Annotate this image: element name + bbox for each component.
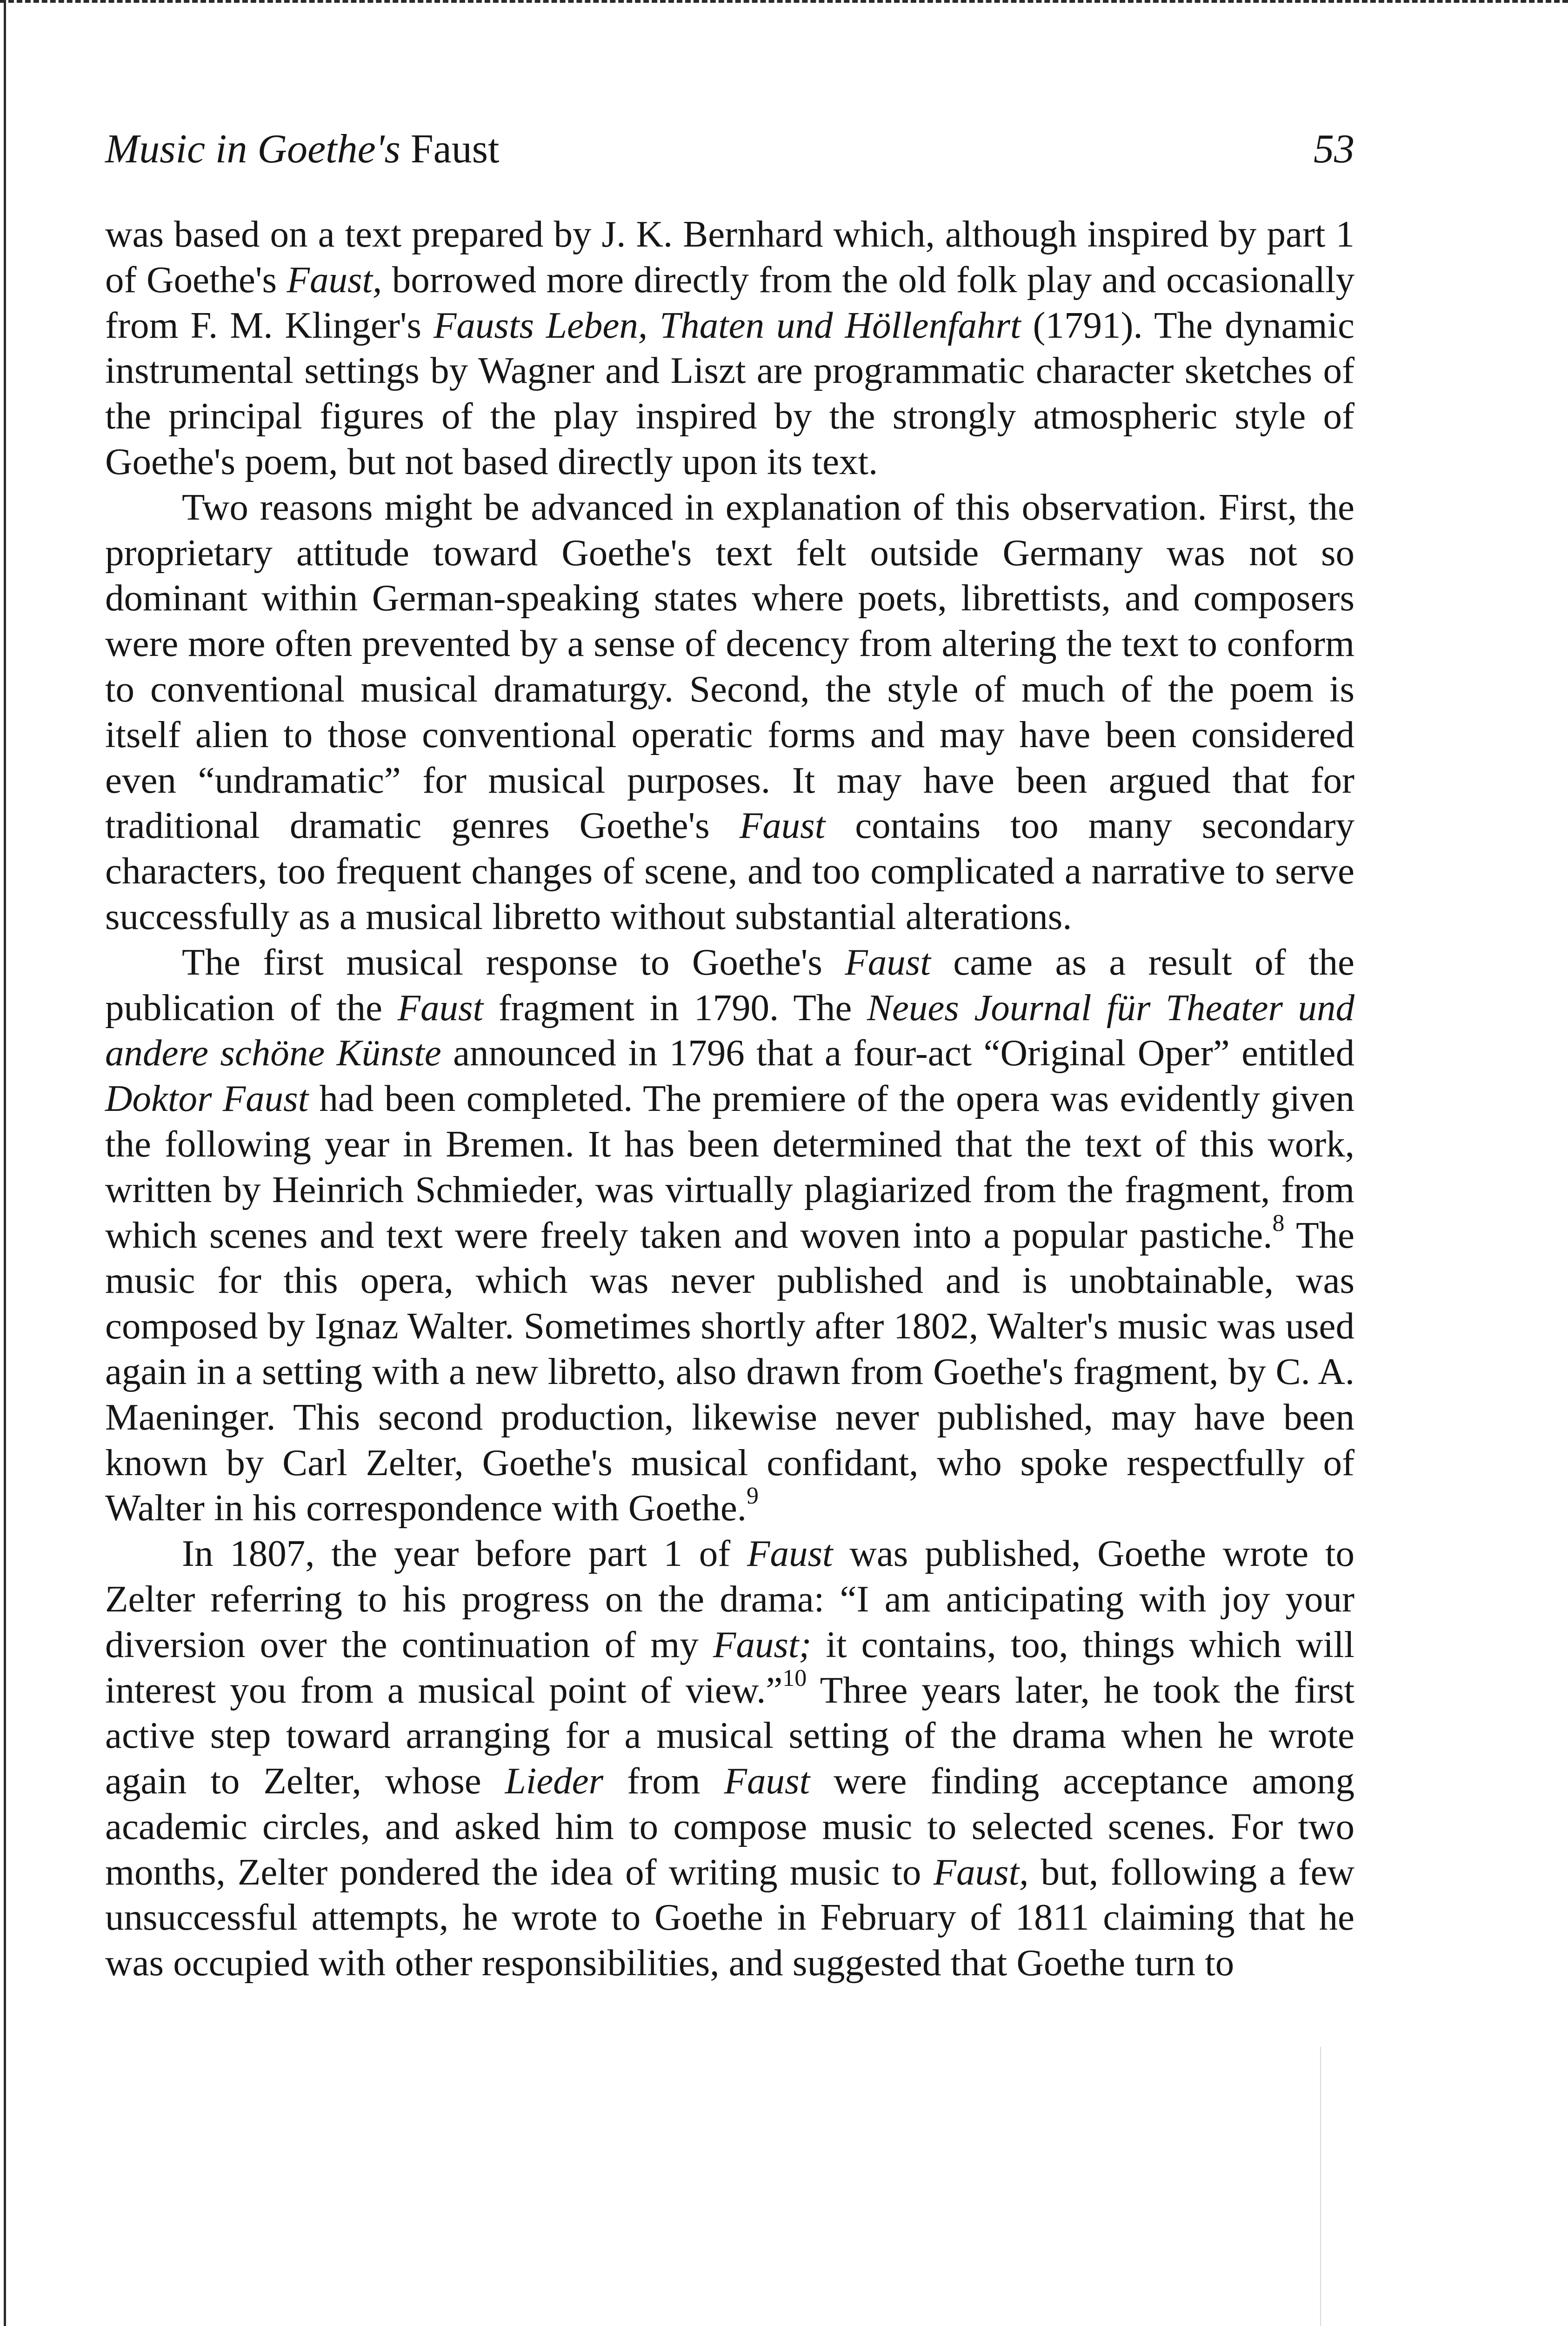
text-run: was published, Goethe wrote to Zelter referring to his progress on the drama: “I am anticipating with joy your diversion over the continuation of my xyxy=(105,1532,1354,1665)
paragraph xyxy=(105,1531,1354,1986)
text-run: it contains, too, things which will interest you from a musical point of view.” xyxy=(105,1623,1354,1711)
text-run: borrowed more directly from the old folk play and occasionally from F. M. Klinger's xyxy=(105,258,1354,346)
text-run: Two reasons might be advanced in explanation of this observation. First, the proprietary attitude toward Goethe's text felt outside Germany was not so dominant within German-speaking states where poets, librettists, and composers were more often prevented by a sense of decency from altering the text to conform to conventional musical dramaturgy. Second, the style of much of the poem is itself alien to those conventional operatic forms and may have been considered even “undramatic” for musical purposes. It may have been argued that for traditional dramatic genres Goethe's xyxy=(105,486,1354,847)
scan-edge-right xyxy=(1320,2047,1321,2326)
text-run: had been completed. The premiere of the opera was evidently given the following year in Bremen. It has been determined that the text of this work, written by Heinrich Schmieder, was virtually plagiarized from the fragment, from which scenes and text were freely taken and woven into a popular pastiche. xyxy=(105,1077,1354,1256)
text-run: Three years later, he took the first active step toward arranging for a musical setting of the drama when he wrote again to Zelter, whose xyxy=(105,1669,1354,1802)
italic-text: Faust; xyxy=(713,1623,812,1665)
scan-edge-left xyxy=(4,0,6,2326)
italic-text: Faust xyxy=(397,986,484,1029)
paragraph xyxy=(105,485,1354,940)
text-run: The first musical response to Goethe's xyxy=(182,941,845,983)
italic-text: Doktor Faust xyxy=(105,1077,309,1120)
italic-text: Faust xyxy=(747,1532,833,1575)
body-text xyxy=(105,212,1354,1986)
running-title-upright: Faust xyxy=(410,127,500,172)
footnote-ref: 8 xyxy=(1272,1210,1285,1237)
italic-text: Faust xyxy=(739,804,826,847)
page-number: 53 xyxy=(1314,127,1354,172)
footnote-ref: 10 xyxy=(782,1664,807,1691)
italic-text: Faust xyxy=(845,941,931,983)
running-title-italic: Music in Goethe's xyxy=(105,127,411,172)
text-run: The music for this opera, which was never published and is unobtainable, was composed by Ignaz Walter. Sometimes shortly after 1802, Walter's music was used again in a setting with a new libretto, also drawn from Goethe's fragment, by C. A. Maeninger. This second production, likewise never published, may have been known by Carl Zelter, Goethe's musical confidant, who spoke respectfully of Walter in his correspondence with Goethe. xyxy=(105,1214,1354,1529)
italic-text: Fausts Leben, Thaten und Höllenfahrt xyxy=(433,304,1021,346)
text-run: fragment in 1790. The xyxy=(483,986,867,1029)
text-run: but, following a few unsuccessful attempts, he wrote to Goethe in February of 1811 claiming that he was occupied with other responsibilities, and suggested that Goethe turn to xyxy=(105,1851,1355,1984)
scan-edge-top xyxy=(0,0,1568,3)
running-title xyxy=(105,126,499,173)
italic-text: Faust, xyxy=(287,258,382,301)
text-run: announced in 1796 that a four-act “Original Oper” entitled xyxy=(441,1032,1354,1074)
text-run: were finding acceptance among academic circles, and asked him to compose music to selected scenes. For two months, Zelter pondered the idea of writing music to xyxy=(105,1760,1354,1893)
text-run: was based on a text prepared by J. K. Bernhard which, although inspired by part 1 of Goethe's xyxy=(105,213,1354,301)
text-run: In 1807, the year before part 1 of xyxy=(182,1532,747,1575)
text-run: came as a result of the publication of the xyxy=(105,941,1355,1029)
text-run: contains too many secondary characters, too frequent changes of scene, and too complicated a narrative to serve successfully as a musical libretto without substantial alterations. xyxy=(105,804,1354,937)
italic-text: Neues Journal für Theater und andere schöne Künste xyxy=(105,986,1354,1074)
paragraph xyxy=(105,212,1354,485)
text-run: (1791). The dynamic instrumental settings by Wagner and Liszt are programmatic character sketches of the principal figures of the play inspired by the strongly atmospheric style of Goethe's poem, but not based directly upon its text. xyxy=(105,304,1354,482)
italic-text: Faust, xyxy=(933,1851,1029,1893)
footnote-ref: 9 xyxy=(747,1483,759,1510)
book-page xyxy=(105,126,1354,1986)
italic-text: Lieder xyxy=(505,1760,604,1802)
text-run: from xyxy=(603,1760,724,1802)
paragraph xyxy=(105,940,1354,1531)
italic-text: Faust xyxy=(724,1760,810,1802)
running-head xyxy=(105,126,1354,177)
